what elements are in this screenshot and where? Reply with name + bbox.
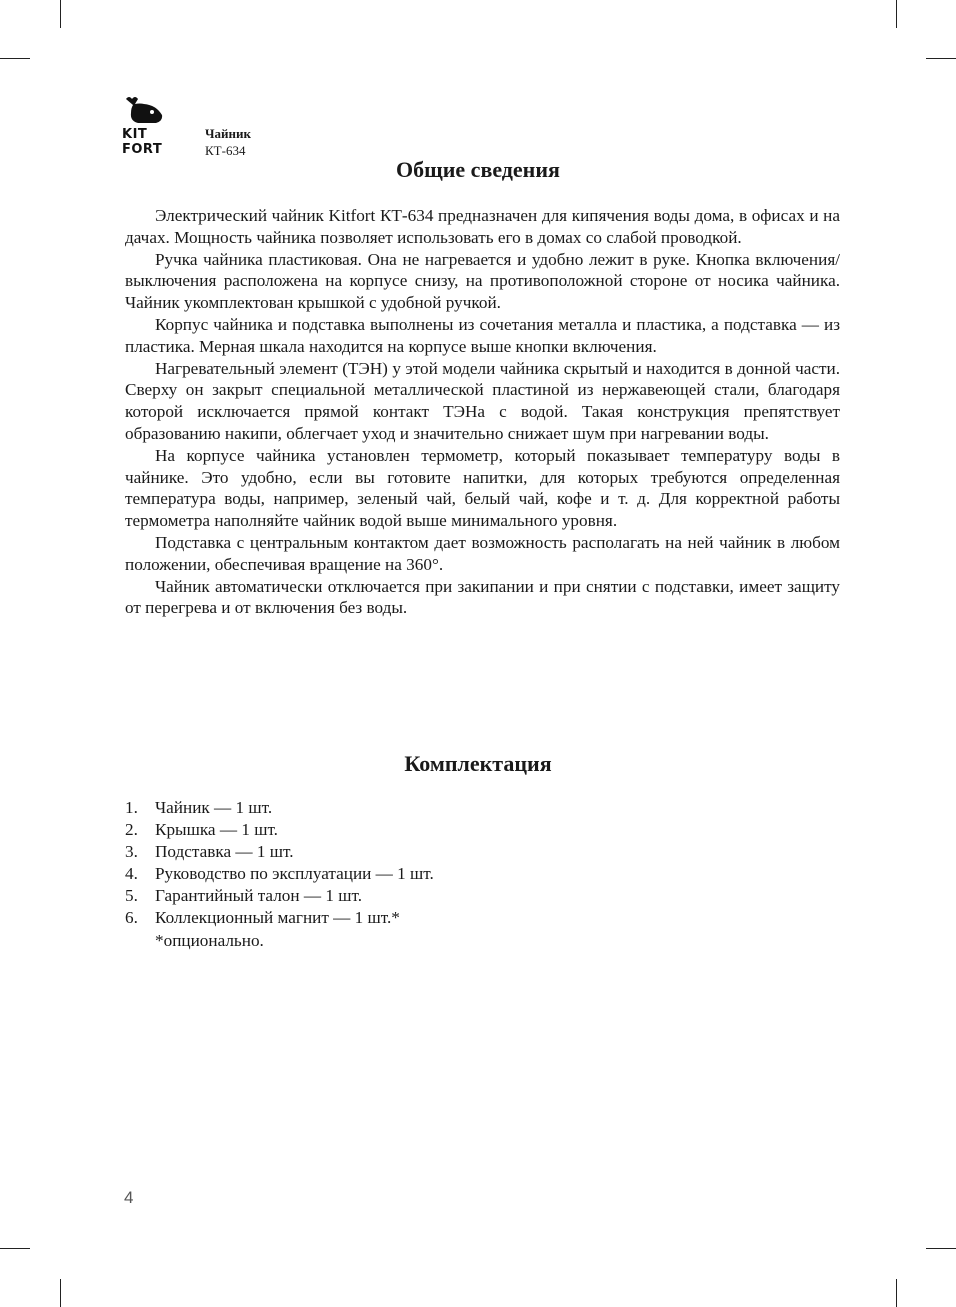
list-item-number: 3. xyxy=(125,842,138,861)
list-item xyxy=(125,797,434,819)
section-title-general: Общие сведения xyxy=(396,157,560,182)
crop-mark xyxy=(926,58,956,59)
list-item-text: Чайник — 1 шт. xyxy=(155,798,273,817)
paragraph: Подставка с центральным контактом дает возможность располагать на ней чайник в любом положении, обеспечивая вращение на 360°. xyxy=(125,532,840,574)
kit-list xyxy=(125,797,434,929)
crop-mark xyxy=(896,1279,897,1307)
list-item-text: Коллекционный магнит — 1 шт.* xyxy=(155,908,400,927)
whale-icon xyxy=(122,95,166,125)
paragraph: Чайник автоматически отключается при закипании и при снятии с подставки, имеет защиту от перегрева и от включения без воды. xyxy=(125,576,840,618)
product-info xyxy=(205,125,251,159)
crop-mark xyxy=(0,58,30,59)
section-title-kit: Комплектация xyxy=(404,751,552,776)
paragraph: Электрический чайник Kitfort КТ-634 предназначен для кипячения воды дома, в офисах и на дачах. Мощность чайника позволяет использовать его в домах со слабой проводкой. xyxy=(125,206,840,247)
kit-footnote: *опционально. xyxy=(155,931,264,950)
paragraph: Ручка чайника пластиковая. Она не нагревается и удобно лежит в руке. Кнопка включения/выключения расположена на корпусе снизу, на противоположной стороне от носика чайника. Чайник укомплектован крышкой с удобной ручкой. xyxy=(125,249,840,313)
crop-mark xyxy=(0,1248,30,1249)
list-item xyxy=(125,863,434,885)
list-item-text: Подставка — 1 шт. xyxy=(155,842,294,861)
list-item xyxy=(125,907,434,929)
crop-mark xyxy=(60,0,61,28)
list-item-text: Гарантийный талон — 1 шт. xyxy=(155,886,362,905)
list-item xyxy=(125,885,434,907)
paragraph: На корпусе чайника установлен термометр, который показывает температуру воды в чайнике. Это удобно, если вы готовите напитки, для которых требуются определенная температура воды, например, зеленый чай, белый чай, кофе и т. д. Для корректной работы термометра наполняйте чайник водой выше минимального уровня. xyxy=(125,445,840,531)
paragraph: Корпус чайника и подставка выполнены из сочетания металла и пластика, а подставка — из пластика. Мерная шкала находится на корпусе выше кнопки включения. xyxy=(125,314,840,356)
crop-mark xyxy=(896,0,897,28)
list-item-number: 4. xyxy=(125,864,138,883)
list-item-number: 2. xyxy=(125,820,138,839)
list-item-number: 1. xyxy=(125,798,138,817)
list-item-text: Крышка — 1 шт. xyxy=(155,820,278,839)
list-item xyxy=(125,841,434,863)
general-text xyxy=(125,205,840,619)
product-model: КТ-634 xyxy=(205,143,246,158)
crop-mark xyxy=(926,1248,956,1249)
list-item-number: 6. xyxy=(125,908,138,927)
list-item-number: 5. xyxy=(125,886,138,905)
paragraph: Нагревательный элемент (ТЭН) у этой модели чайника скрытый и находится в донной части. Сверху он закрыт специальной металлической пластиной из нержавеющей стали, благодаря которой исключается прямой контакт ТЭНа с водой. Такая конструкция препятствует образованию накипи, облегчает уход и значительно снижает шум при нагревании воды. xyxy=(125,358,840,443)
page-number: 4 xyxy=(124,1188,134,1207)
list-item-text: Руководство по эксплуатации — 1 шт. xyxy=(155,864,434,883)
list-item xyxy=(125,819,434,841)
logo-text-line2: FORT xyxy=(122,142,163,157)
crop-mark xyxy=(60,1279,61,1307)
kitfort-logo xyxy=(122,95,182,157)
logo-text-line1: KIT xyxy=(122,127,148,142)
product-name: Чайник xyxy=(205,126,252,141)
